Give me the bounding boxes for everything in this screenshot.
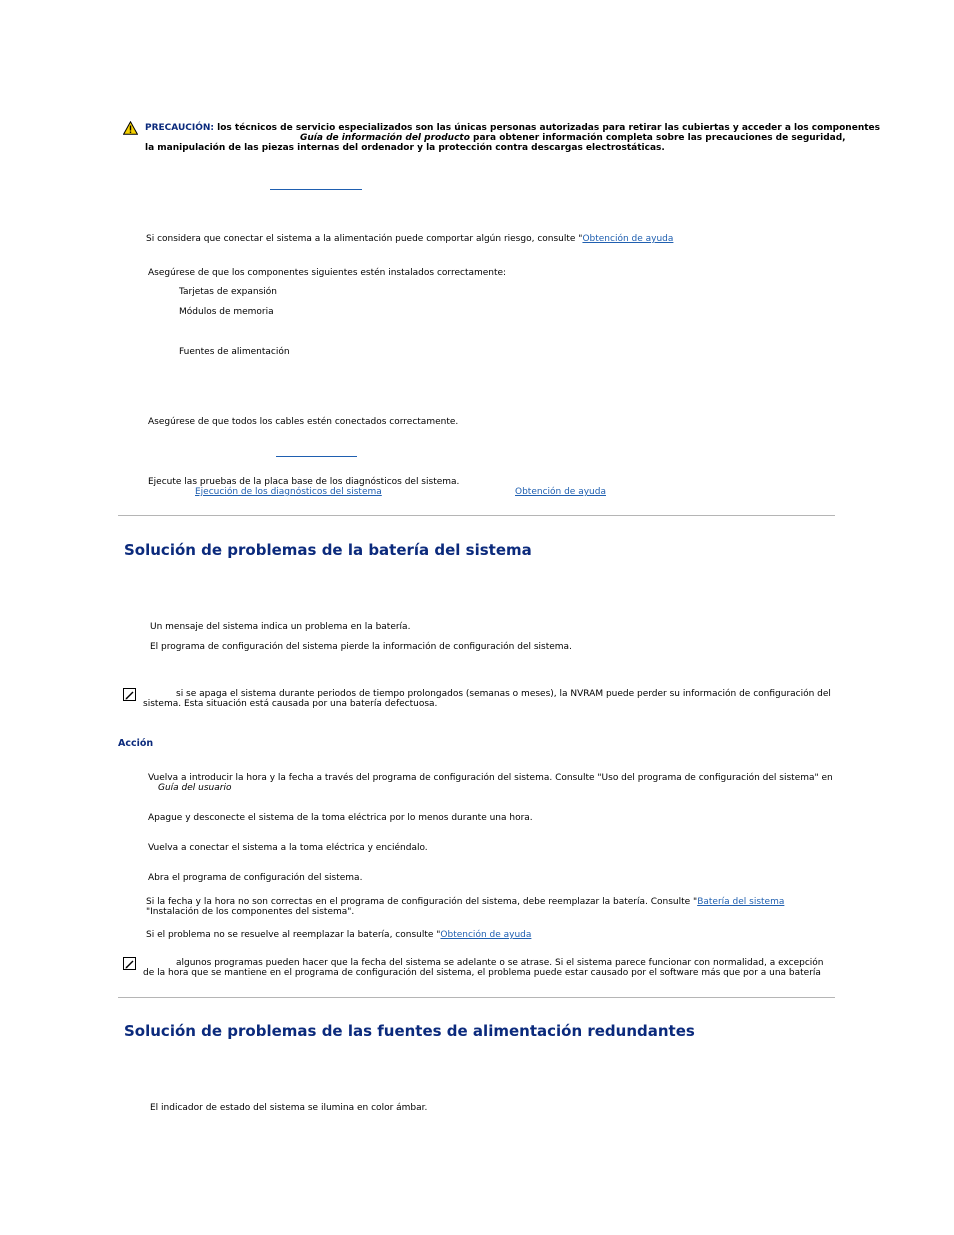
action-step-2: Apague y desconecte el sistema de la toma eléctrica por lo menos durante una hora. [148, 813, 533, 823]
note1-line1: si se apaga el sistema durante periodos de tiempo prolongados (semanas o meses), la NVRAM puede perder su información de configuración del [176, 689, 831, 699]
divider [118, 997, 835, 998]
risk-text-body: Si considera que conectar el sistema a la alimentación puede comportar algún riesgo, consulte " [146, 234, 583, 244]
link-underline[interactable] [270, 189, 362, 190]
caution-label: PRECAUCIÓN: [145, 123, 215, 133]
link-underline[interactable] [276, 456, 357, 457]
caution-line1 [145, 123, 880, 133]
battery-link[interactable]: Batería del sistema [697, 897, 785, 907]
caution-text: los técnicos de servicio especializados son las únicas personas autorizadas para retirar las cubiertas y acceder a los componentes [217, 123, 880, 133]
help-link[interactable]: Obtención de ayuda [515, 487, 606, 497]
action-step-4: Abra el programa de configuración del sistema. [148, 873, 363, 883]
divider [118, 515, 835, 516]
cables-text: Asegúrese de que todos los cables estén conectados correctamente. [148, 417, 459, 427]
note-icon [123, 688, 136, 701]
note2-line2: de la hora que se mantiene en el programa de configuración del sistema, el problema puede estar causado por el software más que por a una batería [143, 968, 821, 978]
help-link[interactable]: Obtención de ayuda [440, 930, 532, 940]
component-item: Fuentes de alimentación [179, 347, 290, 357]
diag-text: Ejecute las pruebas de la placa base de los diagnósticos del sistema. [148, 477, 460, 487]
power-section-title: Solución de problemas de las fuentes de alimentación redundantes [124, 1022, 695, 1040]
diagnostics-link[interactable]: Ejecución de los diagnósticos del sistema [195, 487, 382, 497]
action-step-6 [146, 930, 531, 940]
components-intro: Asegúrese de que los componentes siguientes estén instalados correctamente: [148, 268, 507, 278]
note2-line1: algunos programas pueden hacer que la fecha del sistema se adelante o se atrase. Si el sistema parece funcionar con normalidad, a excepción [176, 958, 824, 968]
caution-line2 [300, 133, 846, 143]
problem-item: Un mensaje del sistema indica un problema en la batería. [150, 622, 411, 632]
action-step-5-text: Si la fecha y la hora no son correctas en el programa de configuración del sistema, debe reemplazar la batería. Consulte " [146, 897, 698, 907]
action-step-1: Vuelva a introducir la hora y la fecha a través del programa de configuración del sistema. Consulte "Uso del programa de configuración del sistema" en [148, 773, 833, 783]
action-heading: Acción [118, 738, 154, 749]
user-guide-ref: Guía del usuario [158, 783, 232, 793]
action-step-3: Vuelva a conectar el sistema a la toma eléctrica y enciéndalo. [148, 843, 428, 853]
caution-line2-rest: para obtener información completa sobre las precauciones de seguridad, [473, 133, 846, 143]
warning-icon [123, 121, 138, 135]
component-item: Módulos de memoria [179, 307, 274, 317]
action-step-6-text: Si el problema no se resuelve al reemplazar la batería, consulte " [146, 930, 441, 940]
problem-item: El programa de configuración del sistema pierde la información de configuración del sistema. [150, 642, 572, 652]
component-item: Tarjetas de expansión [179, 287, 278, 297]
battery-section-title: Solución de problemas de la batería del sistema [124, 541, 532, 559]
help-link[interactable]: Obtención de ayuda [582, 234, 674, 244]
note-icon [123, 957, 136, 970]
problem-item: El indicador de estado del sistema se ilumina en color ámbar. [150, 1103, 428, 1113]
caution-guide: Guía de información del producto [300, 133, 470, 143]
note1-line2: sistema. Esta situación está causada por una batería defectuosa. [143, 699, 438, 709]
action-step-5-line2: "Instalación de los componentes del sistema". [146, 907, 355, 917]
action-step-5 [146, 897, 784, 907]
risk-text [146, 234, 673, 244]
caution-line3: la manipulación de las piezas internas del ordenador y la protección contra descargas electrostáticas. [145, 143, 665, 153]
